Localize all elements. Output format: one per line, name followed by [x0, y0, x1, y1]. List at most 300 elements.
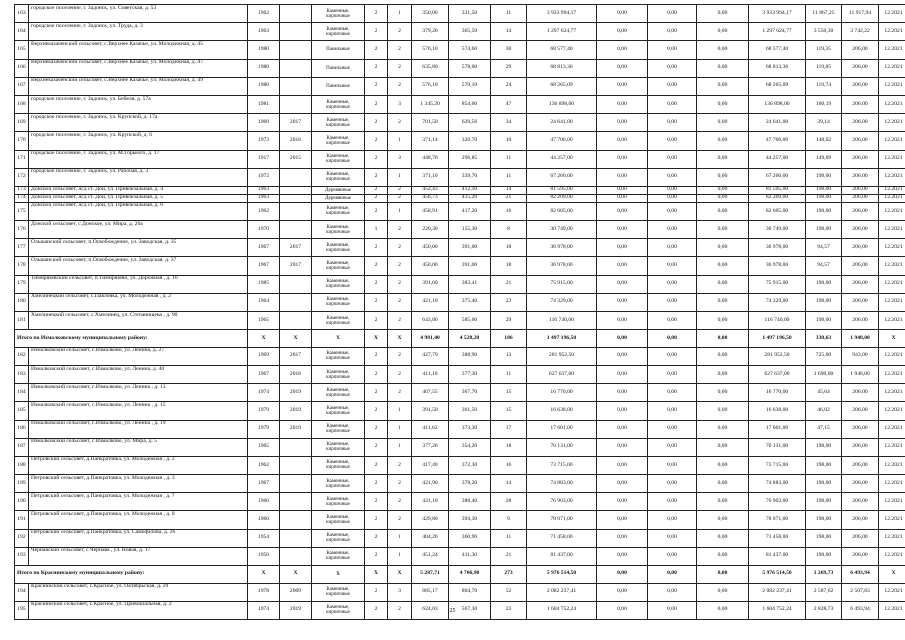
- cell-row-number: 177: [15, 239, 29, 257]
- cell-address: Хмелинецкий сельсовет, с.Павловка, ул. Молодежная , д. 2: [29, 293, 248, 311]
- cell-fund-cost: 0,00: [597, 601, 648, 619]
- cell-year-renovated: [280, 194, 312, 202]
- cell-total-area: 350,00: [412, 5, 449, 23]
- cell-row-number: 187: [15, 438, 29, 456]
- cell-total-area: 421,90: [412, 475, 449, 493]
- cell-floors: 1: [365, 221, 388, 239]
- cell-year-built: 1962: [248, 456, 280, 474]
- cell-year-renovated: [280, 275, 312, 293]
- cell-total-area: 427,79: [412, 347, 449, 365]
- cell-year-renovated: 2016: [280, 365, 312, 383]
- cell-living-area: 375,40: [449, 293, 491, 311]
- cell-row-number: 166: [15, 59, 29, 77]
- cell-residents: 9: [491, 511, 527, 529]
- cell-entrances: 2: [388, 601, 412, 619]
- cell-entrances: 1: [388, 438, 412, 456]
- cell-year-renovated: [280, 5, 312, 23]
- cell-max-unit-cost: 206,00: [842, 420, 879, 438]
- cell-living-area: 373,30: [449, 420, 491, 438]
- cell-living-area: 383,41: [449, 275, 491, 293]
- cell-total-cost: 74 329,00: [527, 293, 597, 311]
- cell-entrances: 3: [388, 150, 412, 168]
- cell-year-built: 1966: [248, 493, 280, 511]
- cell-total-cost: 1 497 196,50: [527, 330, 597, 348]
- cell-address: Верхнеказаченский сельсовет, с.Верхнее Казачье, ул. Молодежная, д. 49: [29, 77, 248, 95]
- cell-address: Тимирязевский сельсовет, п.Тимирязево, ул. Дорожная , д. 16: [29, 275, 248, 293]
- cell-owners-cost: 24 641,00: [749, 114, 806, 132]
- cell-local-cost: 0,00: [697, 493, 749, 511]
- cell-fund-cost: 0,00: [597, 547, 648, 565]
- cell-living-area: 326,70: [449, 132, 491, 150]
- cell-owners-cost: 281 952,50: [749, 347, 806, 365]
- cell-floors: 2: [365, 95, 388, 113]
- cell-entrances: 1: [388, 5, 412, 23]
- cell-year-built: 1973: [248, 132, 280, 150]
- cell-planned-date: 12.2021: [879, 221, 905, 239]
- cell-living-area: 372,30: [449, 456, 491, 474]
- cell-address: Измалковский сельсовет, с.Измалково, ул. Ленина, д. 40: [29, 365, 248, 383]
- cell-residents: 11: [491, 168, 527, 186]
- table-row: [15, 420, 905, 438]
- cell-entrances: 2: [388, 257, 412, 275]
- cell-floors: 2: [365, 59, 388, 77]
- cell-row-number: 174: [15, 194, 29, 202]
- cell-owners-cost: 17 601,00: [749, 420, 806, 438]
- table-row: [15, 475, 905, 493]
- cell-year-renovated: [280, 59, 312, 77]
- cell-fund-cost: 0,00: [597, 456, 648, 474]
- cell-living-area: 412,10: [449, 186, 491, 194]
- cell-planned-date: 12.2021: [879, 275, 905, 293]
- cell-max-unit-cost: 206,00: [842, 114, 879, 132]
- cell-residents: 11: [491, 5, 527, 23]
- cell-total-cost: 70 131,00: [527, 438, 597, 456]
- cell-planned-date: 12.2021: [879, 186, 905, 194]
- cell-floors: 2: [365, 293, 388, 311]
- cell-living-area: 377,30: [449, 365, 491, 383]
- cell-owners-cost: 116 740,00: [749, 311, 806, 329]
- cell-address: городское поселение, г. Задонск, ул. Бебеля, д. 57а: [29, 95, 248, 113]
- cell-wall-material: Панельные: [312, 41, 365, 59]
- cell-region-cost: 0,00: [648, 438, 697, 456]
- table-row: [15, 194, 905, 202]
- cell-address: Измалковский сельсовет, с.Измалково, ул. Ленина, д. 27: [29, 347, 248, 365]
- cell-region-cost: 0,00: [648, 132, 697, 150]
- cell-local-cost: 0,00: [697, 511, 749, 529]
- cell-region-cost: 0,00: [648, 347, 697, 365]
- cell-row-number: 195: [15, 601, 29, 619]
- table-row: [15, 293, 905, 311]
- cell-max-unit-cost: 206,00: [842, 402, 879, 420]
- table-row: [15, 529, 905, 547]
- cell-planned-date: X: [879, 330, 905, 348]
- cell-local-cost: 0,00: [697, 186, 749, 194]
- cell-total-cost: 82 605,00: [527, 202, 597, 220]
- cell-total-area: 421,10: [412, 293, 449, 311]
- cell-owners-cost: 1 297 624,77: [749, 23, 806, 41]
- cell-max-unit-cost: 11 917,94: [842, 5, 879, 23]
- cell-planned-date: X: [879, 566, 905, 584]
- cell-fund-cost: 0,00: [597, 347, 648, 365]
- cell-wall-material: Каменные, кирпичные: [312, 114, 365, 132]
- cell-total-area: 643,80: [412, 311, 449, 329]
- table-row: [15, 511, 905, 529]
- cell-region-cost: 0,00: [648, 239, 697, 257]
- cell-fund-cost: 0,00: [597, 77, 648, 95]
- cell-entrances: 2: [388, 275, 412, 293]
- cell-owners-cost: 136 898,00: [749, 95, 806, 113]
- cell-entrances: 2: [388, 384, 412, 402]
- cell-entrances: 2: [388, 59, 412, 77]
- cell-address: Чернавский сельсовет, с.Чернава , ул. Новая, д. 17: [29, 547, 248, 565]
- cell-row-number: 165: [15, 41, 29, 59]
- cell-planned-date: 12.2021: [879, 456, 905, 474]
- cell-total-cost: 67 260,00: [527, 168, 597, 186]
- cell-local-cost: 0,00: [697, 150, 749, 168]
- cell-year-renovated: 2017: [280, 257, 312, 275]
- cell-total-cost: 36 978,00: [527, 239, 597, 257]
- cell-year-built: 1974: [248, 601, 280, 619]
- cell-planned-date: 12.2021: [879, 95, 905, 113]
- cell-year-built: 1965: [248, 311, 280, 329]
- cell-living-area: 415,20: [449, 194, 491, 202]
- cell-fund-cost: 0,00: [597, 5, 648, 23]
- cell-total-area: 456,73: [412, 194, 449, 202]
- cell-fund-cost: 0,00: [597, 566, 648, 584]
- cell-row-number: 173: [15, 186, 29, 194]
- cell-wall-material: Каменные, кирпичные: [312, 420, 365, 438]
- cell-max-unit-cost: 206,00: [842, 547, 879, 565]
- cell-year-built: 1967: [248, 475, 280, 493]
- cell-entrances: 2: [388, 311, 412, 329]
- cell-unit-cost: 330,63: [806, 330, 842, 348]
- cell-planned-date: 12.2021: [879, 59, 905, 77]
- cell-planned-date: 12.2021: [879, 511, 905, 529]
- cell-residents: 11: [491, 150, 527, 168]
- cell-fund-cost: 0,00: [597, 150, 648, 168]
- cell-entrances: 2: [388, 347, 412, 365]
- cell-address: Петровский сельсовет, д.Панкратовка, ул. Молодежная , д. 8: [29, 511, 248, 529]
- cell-floors: 2: [365, 275, 388, 293]
- cell-total-area: 417,40: [412, 456, 449, 474]
- cell-residents: 30: [491, 41, 527, 59]
- cell-local-cost: 0,00: [697, 23, 749, 41]
- cell-unit-cost: 198,00: [806, 547, 842, 565]
- cell-address: городское поселение, г. Задонск, ул. Крупской, д. 6: [29, 132, 248, 150]
- cell-wall-material: Каменные, кирпичные: [312, 5, 365, 23]
- cell-region-cost: 0,00: [648, 194, 697, 202]
- cell-row-number: 169: [15, 114, 29, 132]
- cell-residents: 8: [491, 221, 527, 239]
- table-row: [15, 77, 905, 95]
- cell-residents: 13: [491, 347, 527, 365]
- cell-wall-material: Деревянные: [312, 186, 365, 194]
- cell-total-cost: 76 903,00: [527, 493, 597, 511]
- cell-year-renovated: [280, 202, 312, 220]
- cell-max-unit-cost: 206,00: [842, 132, 879, 150]
- cell-year-built: 1963: [248, 194, 280, 202]
- cell-max-unit-cost: 2 507,83: [842, 583, 879, 601]
- cell-unit-cost: 11 867,25: [806, 5, 842, 23]
- cell-entrances: 3: [388, 583, 412, 601]
- cell-unit-cost: 148,02: [806, 132, 842, 150]
- cell-region-cost: 0,00: [648, 168, 697, 186]
- cell-residents: 10: [491, 132, 527, 150]
- cell-owners-cost: 70 131,00: [749, 438, 806, 456]
- cell-residents: 52: [491, 583, 527, 601]
- cell-planned-date: 12.2021: [879, 402, 905, 420]
- cell-total-cost: 136 898,00: [527, 95, 597, 113]
- cell-floors: X: [365, 330, 388, 348]
- cell-owners-cost: 2 082 237,41: [749, 583, 806, 601]
- cell-total-area: 450,00: [412, 257, 449, 275]
- cell-total-area: 576,10: [412, 41, 449, 59]
- cell-year-built: 1954: [248, 529, 280, 547]
- cell-address: Краснинский сельсовет, с.Красное, ул. Октябрьская, д. 29: [29, 583, 248, 601]
- cell-floors: 2: [365, 202, 388, 220]
- cell-local-cost: 0,00: [697, 330, 749, 348]
- cell-wall-material: Каменные, кирпичные: [312, 293, 365, 311]
- cell-owners-cost: 44 257,00: [749, 150, 806, 168]
- table-row: [15, 168, 905, 186]
- cell-year-built: 1980: [248, 77, 280, 95]
- cell-residents: 28: [491, 493, 527, 511]
- cell-total-cost: 73 715,00: [527, 456, 597, 474]
- cell-planned-date: 12.2021: [879, 365, 905, 383]
- cell-wall-material: Каменные, кирпичные: [312, 221, 365, 239]
- cell-year-renovated: 2019: [280, 402, 312, 420]
- cell-max-unit-cost: 3 742,22: [842, 23, 879, 41]
- cell-residents: 23: [491, 293, 527, 311]
- cell-year-built: 1917: [248, 150, 280, 168]
- cell-local-cost: 0,00: [697, 95, 749, 113]
- cell-living-area: 361,50: [449, 402, 491, 420]
- cell-entrances: 2: [388, 475, 412, 493]
- cell-total-cost: 30 749,00: [527, 221, 597, 239]
- cell-address: городское поселение, г. Задонск, ул. Рабочая, д. 3: [29, 168, 248, 186]
- cell-residents: 11: [491, 365, 527, 383]
- cell-floors: 2: [365, 23, 388, 41]
- cell-year-renovated: [280, 221, 312, 239]
- cell-planned-date: 12.2021: [879, 257, 905, 275]
- cell-fund-cost: 0,00: [597, 168, 648, 186]
- cell-year-built: 1963: [248, 23, 280, 41]
- cell-wall-material: Каменные, кирпичные: [312, 311, 365, 329]
- cell-fund-cost: 0,00: [597, 132, 648, 150]
- cell-total-area: 407,55: [412, 384, 449, 402]
- cell-total-cost: 44 257,00: [527, 150, 597, 168]
- cell-max-unit-cost: 206,00: [842, 95, 879, 113]
- cell-address: Донской сельсовет, с.Донское, ул. Мира, д. 26а: [29, 221, 248, 239]
- cell-total-cost: 5 976 514,50: [527, 566, 597, 584]
- cell-year-renovated: X: [280, 330, 312, 348]
- cell-total-cost: 24 641,00: [527, 114, 597, 132]
- cell-planned-date: 12.2021: [879, 150, 905, 168]
- cell-max-unit-cost: 206,00: [842, 202, 879, 220]
- cell-wall-material: Каменные, кирпичные: [312, 456, 365, 474]
- cell-year-built: 1970: [248, 221, 280, 239]
- cell-wall-material: Каменные, кирпичные: [312, 275, 365, 293]
- cell-planned-date: 12.2021: [879, 202, 905, 220]
- cell-owners-cost: 82 605,00: [749, 202, 806, 220]
- cell-floors: 2: [365, 365, 388, 383]
- cell-year-built: 1966: [248, 511, 280, 529]
- cell-region-cost: 0,00: [648, 202, 697, 220]
- cell-living-area: 394,30: [449, 511, 491, 529]
- cell-living-area: 804,70: [449, 583, 491, 601]
- cell-max-unit-cost: 206,00: [842, 511, 879, 529]
- cell-year-built: 1981: [248, 95, 280, 113]
- cell-wall-material: Каменные, кирпичные: [312, 365, 365, 383]
- cell-region-cost: 0,00: [648, 330, 697, 348]
- cell-living-area: 567,30: [449, 601, 491, 619]
- cell-local-cost: 0,00: [697, 5, 749, 23]
- cell-planned-date: 12.2021: [879, 547, 905, 565]
- cell-owners-cost: 1 604 752,24: [749, 601, 806, 619]
- cell-fund-cost: 0,00: [597, 493, 648, 511]
- cell-planned-date: 12.2021: [879, 347, 905, 365]
- cell-row-number: 179: [15, 275, 29, 293]
- cell-residents: 21: [491, 194, 527, 202]
- table-row: [15, 186, 905, 194]
- cell-floors: 2: [365, 150, 388, 168]
- cell-total-area: 450,00: [412, 239, 449, 257]
- cell-row-number: 189: [15, 475, 29, 493]
- cell-unit-cost: 47,15: [806, 420, 842, 438]
- cell-unit-cost: 198,00: [806, 529, 842, 547]
- table-row: [15, 493, 905, 511]
- cell-total-cost: 68 577,40: [527, 41, 597, 59]
- cell-entrances: 2: [388, 77, 412, 95]
- cell-fund-cost: 0,00: [597, 41, 648, 59]
- cell-row-number: 178: [15, 257, 29, 275]
- cell-living-area: 331,50: [449, 5, 491, 23]
- cell-floors: 2: [365, 601, 388, 619]
- cell-unit-cost: 198,00: [806, 194, 842, 202]
- cell-max-unit-cost: 206,00: [842, 456, 879, 474]
- table-row: [15, 456, 905, 474]
- cell-wall-material: Каменные, кирпичные: [312, 347, 365, 365]
- cell-planned-date: 12.2021: [879, 239, 905, 257]
- table-row: [15, 41, 905, 59]
- cell-wall-material: Каменные, кирпичные: [312, 547, 365, 565]
- cell-residents: 11: [491, 529, 527, 547]
- cell-wall-material: X: [312, 566, 365, 584]
- table-row: [15, 402, 905, 420]
- cell-total-cost: 2 082 237,41: [527, 583, 597, 601]
- cell-local-cost: 0,00: [697, 475, 749, 493]
- cell-living-area: 354,20: [449, 438, 491, 456]
- cell-row-number: 170: [15, 132, 29, 150]
- cell-entrances: 2: [388, 511, 412, 529]
- cell-entrances: 2: [388, 365, 412, 383]
- table-row: [15, 239, 905, 257]
- cell-total-area: 431,10: [412, 493, 449, 511]
- cell-unit-cost: 160,19: [806, 95, 842, 113]
- cell-unit-cost: 198,00: [806, 493, 842, 511]
- cell-fund-cost: 0,00: [597, 257, 648, 275]
- cell-unit-cost: 3 550,30: [806, 23, 842, 41]
- cell-max-unit-cost: 206,00: [842, 493, 879, 511]
- cell-wall-material: Каменные, кирпичные: [312, 239, 365, 257]
- cell-region-cost: 0,00: [648, 493, 697, 511]
- cell-living-area: 574,60: [449, 41, 491, 59]
- cell-max-unit-cost: 206,00: [842, 438, 879, 456]
- cell-row-number: 175: [15, 202, 29, 220]
- cell-entrances: 1: [388, 529, 412, 547]
- cell-address: Краснинский сельсовет, с.Красное, ул. Привокзальная, д. 2: [29, 601, 248, 619]
- cell-row-number: 192: [15, 529, 29, 547]
- cell-living-area: 388,90: [449, 347, 491, 365]
- cell-row-number: 172: [15, 168, 29, 186]
- cell-residents: 24: [491, 77, 527, 95]
- cell-planned-date: 12.2021: [879, 384, 905, 402]
- cell-total-area: 391,50: [412, 402, 449, 420]
- cell-year-renovated: [280, 511, 312, 529]
- cell-row-number: 167: [15, 77, 29, 95]
- cell-owners-cost: 73 715,00: [749, 456, 806, 474]
- cell-floors: 2: [365, 41, 388, 59]
- cell-planned-date: 12.2021: [879, 293, 905, 311]
- cell-living-area: 629,56: [449, 114, 491, 132]
- cell-total-area: 448,70: [412, 150, 449, 168]
- table-row: [15, 365, 905, 383]
- cell-unit-cost: 2 587,62: [806, 583, 842, 601]
- cell-total-area: 377,20: [412, 438, 449, 456]
- cell-region-cost: 0,00: [648, 475, 697, 493]
- cell-fund-cost: 0,00: [597, 438, 648, 456]
- cell-owners-cost: 1 497 196,50: [749, 330, 806, 348]
- cell-entrances: 2: [388, 23, 412, 41]
- cell-planned-date: 12.2021: [879, 583, 905, 601]
- cell-year-renovated: 2019: [280, 601, 312, 619]
- cell-wall-material: Деревянные: [312, 194, 365, 202]
- cell-local-cost: 0,00: [697, 311, 749, 329]
- cell-year-built: 1962: [248, 5, 280, 23]
- cell-year-built: 1980: [248, 59, 280, 77]
- cell-year-built: 1967: [248, 365, 280, 383]
- cell-address: городское поселение, г. Задонск, ул. М.Горького, д. 17: [29, 150, 248, 168]
- cell-entrances: X: [388, 566, 412, 584]
- cell-year-renovated: 2017: [280, 347, 312, 365]
- cell-wall-material: Каменные, кирпичные: [312, 529, 365, 547]
- cell-living-area: 378,20: [449, 475, 491, 493]
- cell-year-built: 1965: [248, 438, 280, 456]
- cell-fund-cost: 0,00: [597, 239, 648, 257]
- cell-row-number: 171: [15, 150, 29, 168]
- cell-max-unit-cost: 206,00: [842, 168, 879, 186]
- cell-planned-date: 12.2021: [879, 420, 905, 438]
- cell-local-cost: 0,00: [697, 202, 749, 220]
- cell-living-area: 388,40: [449, 493, 491, 511]
- cell-local-cost: 0,00: [697, 402, 749, 420]
- cell-year-built: 1985: [248, 275, 280, 293]
- cell-unit-cost: 119,05: [806, 59, 842, 77]
- cell-floors: 2: [365, 438, 388, 456]
- cell-total-cost: 74 883,00: [527, 475, 597, 493]
- cell-floors: 2: [365, 529, 388, 547]
- cell-max-unit-cost: 6 493,94: [842, 601, 879, 619]
- cell-address: Итого по Краснинскому муниципальному району:: [15, 566, 248, 584]
- cell-total-cost: 3 933 994,17: [527, 5, 597, 23]
- cell-unit-cost: 46,02: [806, 402, 842, 420]
- cell-planned-date: 12.2021: [879, 114, 905, 132]
- cell-floors: 2: [365, 311, 388, 329]
- cell-owners-cost: 81 595,00: [749, 186, 806, 194]
- total-row: [15, 566, 905, 584]
- cell-entrances: 2: [388, 456, 412, 474]
- cell-unit-cost: 198,00: [806, 275, 842, 293]
